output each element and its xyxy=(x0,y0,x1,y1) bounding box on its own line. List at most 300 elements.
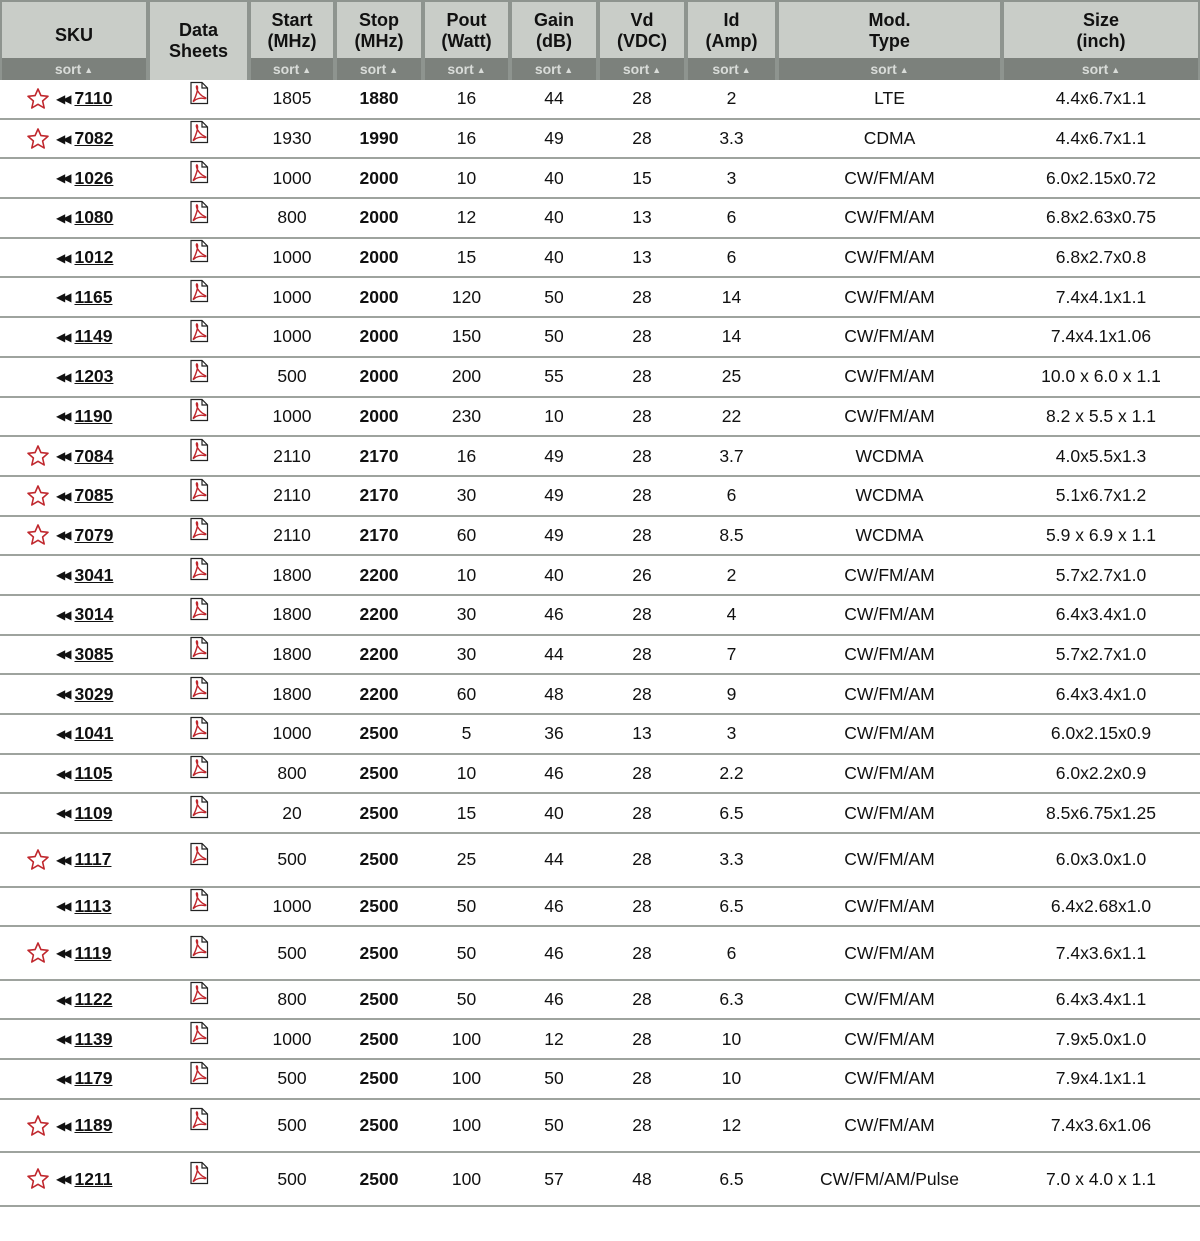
double-left-arrow-icon[interactable]: ◀◀ xyxy=(56,1172,69,1187)
stop-freq-cell: 2500 xyxy=(335,834,423,888)
vd-cell: 28 xyxy=(598,1020,686,1060)
table-row xyxy=(0,675,1200,715)
table-row xyxy=(0,888,1200,928)
sku-cell xyxy=(0,755,148,795)
mod-type-cell: CW/FM/AM xyxy=(777,888,1002,928)
size-cell: 7.9x4.1x1.1 xyxy=(1002,1060,1200,1100)
stop-freq-cell: 2170 xyxy=(335,517,423,557)
table-row xyxy=(0,120,1200,160)
pdf-icon[interactable] xyxy=(188,888,210,912)
gain-cell: 48 xyxy=(510,675,598,715)
size-cell: 7.0 x 4.0 x 1.1 xyxy=(1002,1153,1200,1207)
id-cell: 7 xyxy=(686,636,777,676)
stop-freq-cell: 2200 xyxy=(335,556,423,596)
double-left-arrow-icon[interactable]: ◀◀ xyxy=(56,449,69,464)
stop-freq-cell: 2500 xyxy=(335,794,423,834)
gain-cell: 57 xyxy=(510,1153,598,1207)
pdf-icon[interactable] xyxy=(188,120,210,144)
pout-cell: 16 xyxy=(423,120,510,160)
gain-cell: 40 xyxy=(510,794,598,834)
size-cell: 5.7x2.7x1.0 xyxy=(1002,636,1200,676)
datasheet-cell xyxy=(148,755,249,795)
sort-gain-button[interactable]: sort ▲ xyxy=(512,58,596,80)
datasheet-cell xyxy=(148,927,249,981)
double-left-arrow-icon[interactable]: ◀◀ xyxy=(56,806,69,821)
table-row xyxy=(0,239,1200,279)
double-left-arrow-icon[interactable]: ◀◀ xyxy=(56,210,69,225)
start-freq-cell: 1800 xyxy=(249,596,335,636)
col-header-gain-line1: Gain xyxy=(533,10,574,30)
table-row xyxy=(0,1060,1200,1100)
pdf-icon[interactable] xyxy=(188,1107,210,1131)
pdf-icon[interactable] xyxy=(188,935,210,959)
pout-cell: 60 xyxy=(423,517,510,557)
pdf-icon[interactable] xyxy=(188,676,210,700)
double-left-arrow-icon[interactable]: ◀◀ xyxy=(56,607,69,622)
double-left-arrow-icon[interactable]: ◀◀ xyxy=(56,946,69,960)
sku-link[interactable]: 1113 xyxy=(74,895,112,916)
vd-cell: 15 xyxy=(598,159,686,199)
gain-cell: 40 xyxy=(510,199,598,239)
start-freq-cell: 500 xyxy=(249,358,335,398)
pdf-icon[interactable] xyxy=(188,716,210,740)
double-left-arrow-icon[interactable]: ◀◀ xyxy=(56,290,69,305)
double-left-arrow-icon[interactable]: ◀◀ xyxy=(56,1032,69,1047)
sku-cell xyxy=(0,927,148,981)
stop-freq-cell: 2500 xyxy=(335,755,423,795)
mod-type-cell: CW/FM/AM xyxy=(777,358,1002,398)
size-cell: 5.9 x 6.9 x 1.1 xyxy=(1002,517,1200,557)
vd-cell: 26 xyxy=(598,556,686,596)
vd-cell: 28 xyxy=(598,834,686,888)
size-cell: 5.1x6.7x1.2 xyxy=(1002,477,1200,517)
size-cell: 6.0x2.15x0.72 xyxy=(1002,159,1200,199)
double-left-arrow-icon[interactable]: ◀◀ xyxy=(56,1118,69,1133)
datasheet-cell xyxy=(148,636,249,676)
id-cell: 3 xyxy=(686,715,777,755)
sku-link[interactable]: 1189 xyxy=(74,1115,113,1136)
vd-cell: 28 xyxy=(598,437,686,477)
col-header-id xyxy=(686,0,777,80)
sku-cell xyxy=(0,477,148,517)
double-left-arrow-icon[interactable]: ◀◀ xyxy=(56,329,69,344)
double-left-arrow-icon[interactable]: ◀◀ xyxy=(56,369,69,384)
sku-link[interactable]: 1012 xyxy=(74,247,114,268)
size-cell: 8.2 x 5.5 x 1.1 xyxy=(1002,398,1200,438)
id-cell: 25 xyxy=(686,358,777,398)
size-cell: 6.8x2.63x0.75 xyxy=(1002,199,1200,239)
sku-link[interactable]: 1117 xyxy=(74,849,112,870)
size-cell: 6.8x2.7x0.8 xyxy=(1002,239,1200,279)
table-row xyxy=(0,981,1200,1021)
double-left-arrow-icon[interactable]: ◀◀ xyxy=(56,899,69,914)
sku-link[interactable]: 1122 xyxy=(74,989,113,1010)
size-cell: 8.5x6.75x1.25 xyxy=(1002,794,1200,834)
double-left-arrow-icon[interactable]: ◀◀ xyxy=(56,528,69,543)
stop-freq-cell: 2500 xyxy=(335,888,423,928)
pdf-icon[interactable] xyxy=(188,755,210,779)
pdf-icon[interactable] xyxy=(188,81,210,105)
sku-cell xyxy=(0,318,148,358)
sort-start-button[interactable]: sort ▲ xyxy=(251,58,333,80)
pdf-icon[interactable] xyxy=(188,160,210,184)
size-cell: 7.4x4.1x1.1 xyxy=(1002,278,1200,318)
mod-type-cell: CDMA xyxy=(777,120,1002,160)
datasheet-cell xyxy=(148,834,249,888)
mod-type-cell: WCDMA xyxy=(777,437,1002,477)
star-outline-icon[interactable] xyxy=(26,941,50,965)
sku-link[interactable]: 3085 xyxy=(74,643,114,664)
mod-type-cell: CW/FM/AM xyxy=(777,636,1002,676)
sort-up-icon: ▲ xyxy=(564,65,574,75)
table-row xyxy=(0,834,1200,888)
sort-size-button[interactable]: sort ▲ xyxy=(1004,58,1198,80)
gain-cell: 46 xyxy=(510,596,598,636)
id-cell: 14 xyxy=(686,318,777,358)
sort-up-icon: ▲ xyxy=(899,65,909,75)
datasheet-cell xyxy=(148,888,249,928)
stop-freq-cell: 2000 xyxy=(335,278,423,318)
star-outline-icon[interactable] xyxy=(26,127,50,151)
sku-link[interactable]: 3041 xyxy=(74,564,114,585)
pdf-icon[interactable] xyxy=(188,981,210,1005)
double-left-arrow-icon[interactable]: ◀◀ xyxy=(56,687,69,702)
sku-link[interactable]: 7084 xyxy=(74,445,114,466)
pout-cell: 50 xyxy=(423,981,510,1021)
col-header-sku xyxy=(0,0,148,80)
sku-cell xyxy=(0,794,148,834)
sku-cell xyxy=(0,80,148,120)
sku-link[interactable]: 7085 xyxy=(74,485,114,506)
size-cell: 6.4x3.4x1.0 xyxy=(1002,675,1200,715)
stop-freq-cell: 1990 xyxy=(335,120,423,160)
sku-link[interactable]: 1026 xyxy=(74,167,114,188)
start-freq-cell: 1000 xyxy=(249,278,335,318)
mod-type-cell: WCDMA xyxy=(777,477,1002,517)
sku-cell xyxy=(0,199,148,239)
double-left-arrow-icon[interactable]: ◀◀ xyxy=(56,647,69,662)
gain-cell: 40 xyxy=(510,239,598,279)
pout-cell: 30 xyxy=(423,636,510,676)
sku-link[interactable]: 1149 xyxy=(74,326,113,347)
pdf-icon[interactable] xyxy=(188,279,210,303)
sort-id-button[interactable]: sort ▲ xyxy=(688,58,775,80)
vd-cell: 13 xyxy=(598,239,686,279)
start-freq-cell: 1000 xyxy=(249,239,335,279)
sort-stop-button[interactable]: sort ▲ xyxy=(337,58,421,80)
id-cell: 3.3 xyxy=(686,834,777,888)
col-header-start-line1: Start xyxy=(271,10,313,30)
size-cell: 6.0x3.0x1.0 xyxy=(1002,834,1200,888)
table-row xyxy=(0,159,1200,199)
stop-freq-cell: 2500 xyxy=(335,1100,423,1154)
stop-freq-cell: 2000 xyxy=(335,318,423,358)
pdf-icon[interactable] xyxy=(188,398,210,422)
id-cell: 6.5 xyxy=(686,794,777,834)
datasheet-cell xyxy=(148,1060,249,1100)
table-row xyxy=(0,318,1200,358)
pdf-icon[interactable] xyxy=(188,1161,210,1185)
vd-cell: 28 xyxy=(598,755,686,795)
vd-cell: 48 xyxy=(598,1153,686,1207)
vd-cell: 28 xyxy=(598,120,686,160)
size-cell: 7.4x3.6x1.1 xyxy=(1002,927,1200,981)
sku-link[interactable]: 1119 xyxy=(74,942,112,963)
col-header-pout-line1: Pout xyxy=(446,10,487,30)
star-outline-icon[interactable] xyxy=(26,444,50,468)
sku-cell xyxy=(0,159,148,199)
star-outline-icon[interactable] xyxy=(26,848,50,872)
id-cell: 6 xyxy=(686,477,777,517)
sort-up-icon: ▲ xyxy=(84,65,94,75)
pout-cell: 10 xyxy=(423,159,510,199)
vd-cell: 28 xyxy=(598,981,686,1021)
id-cell: 4 xyxy=(686,596,777,636)
double-left-arrow-icon[interactable]: ◀◀ xyxy=(56,852,69,867)
id-cell: 3.7 xyxy=(686,437,777,477)
sku-link[interactable]: 1179 xyxy=(74,1068,113,1089)
pdf-icon[interactable] xyxy=(188,636,210,660)
col-header-gain xyxy=(510,0,598,80)
gain-cell: 46 xyxy=(510,927,598,981)
gain-cell: 44 xyxy=(510,636,598,676)
double-left-arrow-icon[interactable]: ◀◀ xyxy=(56,1071,69,1086)
star-outline-icon[interactable] xyxy=(26,87,50,111)
stop-freq-cell: 2500 xyxy=(335,1153,423,1207)
col-header-datasheets-line1: Data xyxy=(178,20,218,40)
mod-type-cell: CW/FM/AM xyxy=(777,675,1002,715)
mod-type-cell: CW/FM/AM xyxy=(777,755,1002,795)
pout-cell: 100 xyxy=(423,1060,510,1100)
start-freq-cell: 1000 xyxy=(249,398,335,438)
sku-cell xyxy=(0,596,148,636)
vd-cell: 28 xyxy=(598,80,686,120)
double-left-arrow-icon[interactable]: ◀◀ xyxy=(56,726,69,741)
stop-freq-cell: 2500 xyxy=(335,927,423,981)
sku-link[interactable]: 3014 xyxy=(74,604,114,625)
sku-link[interactable]: 1165 xyxy=(74,286,113,307)
double-left-arrow-icon[interactable]: ◀◀ xyxy=(56,766,69,781)
table-row xyxy=(0,437,1200,477)
vd-cell: 13 xyxy=(598,199,686,239)
col-header-mod-line2: Type xyxy=(869,31,910,51)
pout-cell: 15 xyxy=(423,794,510,834)
mod-type-cell: LTE xyxy=(777,80,1002,120)
mod-type-cell: CW/FM/AM xyxy=(777,1100,1002,1154)
sku-cell xyxy=(0,636,148,676)
sku-link[interactable]: 1211 xyxy=(74,1168,113,1189)
sku-link[interactable]: 1080 xyxy=(74,207,114,228)
id-cell: 6.3 xyxy=(686,981,777,1021)
sku-link[interactable]: 1190 xyxy=(74,405,113,426)
col-header-vd xyxy=(598,0,686,80)
stop-freq-cell: 2000 xyxy=(335,398,423,438)
vd-cell: 28 xyxy=(598,675,686,715)
mod-type-cell: CW/FM/AM xyxy=(777,556,1002,596)
datasheet-cell xyxy=(148,120,249,160)
stop-freq-cell: 2170 xyxy=(335,437,423,477)
mod-type-cell: CW/FM/AM xyxy=(777,927,1002,981)
start-freq-cell: 1000 xyxy=(249,715,335,755)
mod-type-cell: CW/FM/AM xyxy=(777,239,1002,279)
datasheet-cell xyxy=(148,199,249,239)
sku-cell xyxy=(0,437,148,477)
datasheet-cell xyxy=(148,398,249,438)
mod-type-cell: CW/FM/AM xyxy=(777,981,1002,1021)
sku-cell xyxy=(0,358,148,398)
star-outline-icon[interactable] xyxy=(26,484,50,508)
sku-cell xyxy=(0,239,148,279)
datasheet-cell xyxy=(148,715,249,755)
star-outline-icon[interactable] xyxy=(26,523,50,547)
sku-link[interactable]: 7110 xyxy=(74,88,113,109)
table-header xyxy=(0,0,1200,80)
sku-link[interactable]: 1109 xyxy=(74,802,113,823)
col-header-stop-line1: Stop xyxy=(359,10,399,30)
double-left-arrow-icon[interactable]: ◀◀ xyxy=(56,250,69,265)
double-left-arrow-icon[interactable]: ◀◀ xyxy=(56,409,69,424)
pdf-icon[interactable] xyxy=(188,478,210,502)
table-row xyxy=(0,794,1200,834)
pout-cell: 16 xyxy=(423,80,510,120)
sku-link[interactable]: 1105 xyxy=(74,763,113,784)
mod-type-cell: CW/FM/AM xyxy=(777,199,1002,239)
pdf-icon[interactable] xyxy=(188,200,210,224)
col-header-mod xyxy=(777,0,1002,80)
sku-link[interactable]: 7082 xyxy=(74,128,114,149)
mod-type-cell: CW/FM/AM xyxy=(777,1060,1002,1100)
table-row xyxy=(0,278,1200,318)
gain-cell: 44 xyxy=(510,80,598,120)
size-cell: 10.0 x 6.0 x 1.1 xyxy=(1002,358,1200,398)
gain-cell: 49 xyxy=(510,477,598,517)
id-cell: 3 xyxy=(686,159,777,199)
gain-cell: 46 xyxy=(510,755,598,795)
vd-cell: 28 xyxy=(598,278,686,318)
pdf-icon[interactable] xyxy=(188,557,210,581)
size-cell: 6.0x2.15x0.9 xyxy=(1002,715,1200,755)
pdf-icon[interactable] xyxy=(188,438,210,462)
sku-cell xyxy=(0,517,148,557)
pout-cell: 30 xyxy=(423,596,510,636)
start-freq-cell: 500 xyxy=(249,1153,335,1207)
sku-cell xyxy=(0,398,148,438)
start-freq-cell: 2110 xyxy=(249,517,335,557)
gain-cell: 46 xyxy=(510,888,598,928)
start-freq-cell: 1930 xyxy=(249,120,335,160)
sort-vd-button[interactable]: sort ▲ xyxy=(600,58,684,80)
stop-freq-cell: 1880 xyxy=(335,80,423,120)
start-freq-cell: 1805 xyxy=(249,80,335,120)
stop-freq-cell: 2000 xyxy=(335,159,423,199)
double-left-arrow-icon[interactable]: ◀◀ xyxy=(56,91,69,106)
stop-freq-cell: 2200 xyxy=(335,675,423,715)
id-cell: 12 xyxy=(686,1100,777,1154)
col-header-size xyxy=(1002,0,1200,80)
vd-cell: 28 xyxy=(598,477,686,517)
double-left-arrow-icon[interactable]: ◀◀ xyxy=(56,131,69,146)
sort-up-icon: ▲ xyxy=(389,65,399,75)
star-outline-icon[interactable] xyxy=(26,1167,50,1191)
sku-link[interactable]: 7079 xyxy=(74,524,114,545)
pout-cell: 10 xyxy=(423,755,510,795)
mod-type-cell: CW/FM/AM xyxy=(777,318,1002,358)
sku-cell xyxy=(0,1153,148,1207)
stop-freq-cell: 2200 xyxy=(335,636,423,676)
col-header-id-line2: (Amp) xyxy=(705,31,758,51)
id-cell: 6 xyxy=(686,199,777,239)
vd-cell: 28 xyxy=(598,1100,686,1154)
sku-link[interactable]: 3029 xyxy=(74,683,114,704)
double-left-arrow-icon[interactable]: ◀◀ xyxy=(56,488,69,503)
pout-cell: 100 xyxy=(423,1153,510,1207)
sort-up-icon: ▲ xyxy=(1111,65,1121,75)
size-cell: 7.4x4.1x1.06 xyxy=(1002,318,1200,358)
pdf-icon[interactable] xyxy=(188,795,210,819)
stop-freq-cell: 2000 xyxy=(335,358,423,398)
col-header-sku-label: SKU xyxy=(54,24,93,45)
id-cell: 6 xyxy=(686,239,777,279)
datasheet-cell xyxy=(148,596,249,636)
id-cell: 3.3 xyxy=(686,120,777,160)
sort-mod-button[interactable]: sort ▲ xyxy=(779,58,1000,80)
gain-cell: 49 xyxy=(510,437,598,477)
sort-sku-button[interactable]: sort ▲ xyxy=(2,58,146,80)
double-left-arrow-icon[interactable]: ◀◀ xyxy=(56,568,69,583)
pdf-icon[interactable] xyxy=(188,239,210,263)
star-outline-icon[interactable] xyxy=(26,1114,50,1138)
gain-cell: 49 xyxy=(510,120,598,160)
double-left-arrow-icon[interactable]: ◀◀ xyxy=(56,992,69,1007)
pout-cell: 100 xyxy=(423,1100,510,1154)
size-cell: 4.4x6.7x1.1 xyxy=(1002,80,1200,120)
double-left-arrow-icon[interactable]: ◀◀ xyxy=(56,171,69,186)
sku-cell xyxy=(0,981,148,1021)
gain-cell: 12 xyxy=(510,1020,598,1060)
start-freq-cell: 1000 xyxy=(249,159,335,199)
pdf-icon[interactable] xyxy=(188,1021,210,1045)
sort-up-icon: ▲ xyxy=(741,65,751,75)
start-freq-cell: 800 xyxy=(249,199,335,239)
col-header-gain-line2: (dB) xyxy=(536,31,572,51)
pout-cell: 200 xyxy=(423,358,510,398)
pdf-icon[interactable] xyxy=(188,359,210,383)
pdf-icon[interactable] xyxy=(188,597,210,621)
sku-link[interactable]: 1041 xyxy=(74,723,114,744)
datasheet-cell xyxy=(148,517,249,557)
datasheet-cell xyxy=(148,477,249,517)
mod-type-cell: CW/FM/AM xyxy=(777,1020,1002,1060)
col-header-pout xyxy=(423,0,510,80)
col-header-size-line1: Size xyxy=(1082,10,1120,30)
pout-cell: 5 xyxy=(423,715,510,755)
pdf-icon[interactable] xyxy=(188,1061,210,1085)
pout-cell: 50 xyxy=(423,888,510,928)
sku-link[interactable]: 1139 xyxy=(74,1028,113,1049)
size-cell: 4.0x5.5x1.3 xyxy=(1002,437,1200,477)
pdf-icon[interactable] xyxy=(188,517,210,541)
table-row xyxy=(0,517,1200,557)
pdf-icon[interactable] xyxy=(188,319,210,343)
pdf-icon[interactable] xyxy=(188,842,210,866)
id-cell: 8.5 xyxy=(686,517,777,557)
stop-freq-cell: 2500 xyxy=(335,1060,423,1100)
sort-pout-button[interactable]: sort ▲ xyxy=(425,58,508,80)
start-freq-cell: 20 xyxy=(249,794,335,834)
sku-link[interactable]: 1203 xyxy=(74,366,114,387)
mod-type-cell: CW/FM/AM xyxy=(777,834,1002,888)
sku-cell xyxy=(0,834,148,888)
